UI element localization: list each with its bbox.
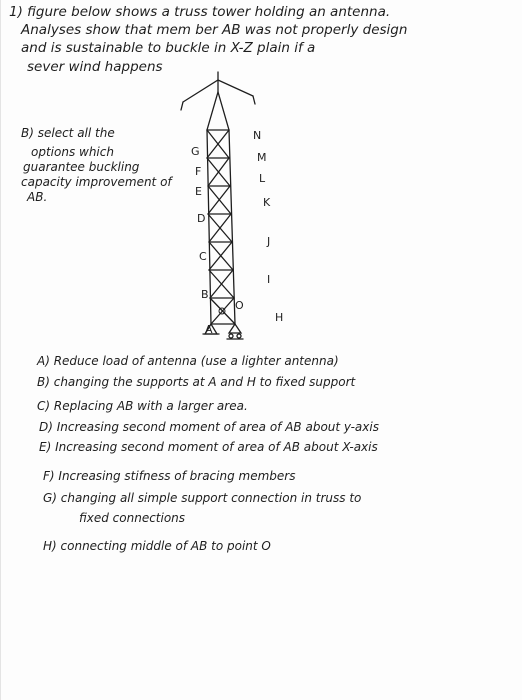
option-a: A) Reduce load of antenna (use a lighter antenna) xyxy=(37,354,339,368)
option-d: D) Increasing second moment of area of AB about y-axis xyxy=(39,420,379,434)
member-label-n: N xyxy=(253,129,262,142)
member-label-a: A xyxy=(205,323,213,336)
subquestion-line-5: AB. xyxy=(27,190,48,204)
subquestion-line-2: options which xyxy=(31,145,114,159)
member-label-e: E xyxy=(195,185,202,198)
member-label-k: K xyxy=(263,196,271,209)
option-f: F) Increasing stifness of bracing members xyxy=(43,469,296,483)
member-label-b: B xyxy=(201,288,209,301)
subquestion-line-1: B) select all the xyxy=(21,126,115,140)
subquestion-line-4: capacity improvement of xyxy=(21,175,172,189)
member-label-j: J xyxy=(267,235,271,248)
member-label-g: G xyxy=(191,145,200,158)
member-label-l: L xyxy=(259,172,266,185)
member-label-i: I xyxy=(267,273,271,286)
option-h: H) connecting middle of AB to point O xyxy=(43,539,271,553)
tower-top xyxy=(207,92,229,130)
truss-tower-diagram xyxy=(171,70,321,340)
member-label-f: F xyxy=(195,165,202,178)
member-label-o: O xyxy=(235,299,244,312)
subquestion-line-3: guarantee buckling xyxy=(23,160,140,174)
option-e: E) Increasing second moment of area of AB about X-axis xyxy=(39,440,378,454)
question-line-1: 1) figure below shows a truss tower holding an antenna. xyxy=(9,4,391,20)
option-c: C) Replacing AB with a larger area. xyxy=(37,399,248,413)
roller-support-h xyxy=(229,324,241,333)
member-label-d: D xyxy=(197,212,206,225)
question-line-3: and is sustainable to buckle in X-Z plain if a xyxy=(21,40,316,56)
question-line-4: sever wind happens xyxy=(27,59,163,75)
member-label-m: M xyxy=(257,151,267,164)
member-label-h: H xyxy=(275,311,284,324)
member-label-c: C xyxy=(199,250,207,263)
question-line-2: Analyses show that mem ber AB was not properly design xyxy=(21,22,408,38)
option-g-continued: fixed connections xyxy=(79,511,186,525)
option-g: G) changing all simple support connection in truss to xyxy=(43,491,362,505)
option-b: B) changing the supports at A and H to fixed support xyxy=(37,375,356,389)
